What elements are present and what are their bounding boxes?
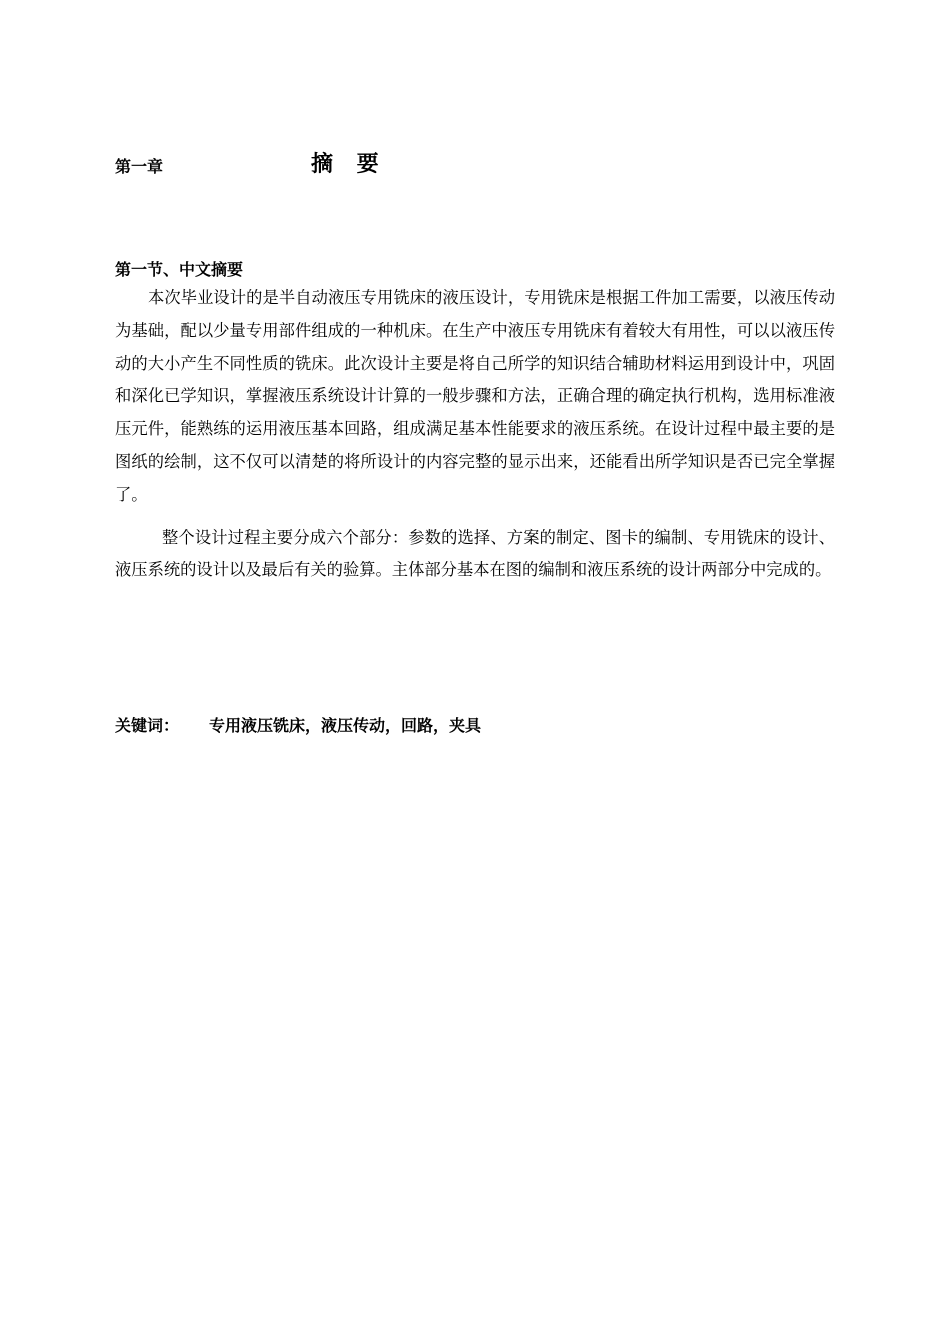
chapter-number: 第一章 <box>115 157 164 176</box>
abstract-paragraph: 整个设计过程主要分成六个部分：参数的选择、方案的制定、图卡的编制、专用铣床的设计、液压系统的设计以及最后有关的验算。主体部分基本在图的编制和液压系统的设计两部分中完成的。 <box>115 527 835 580</box>
keywords-line <box>115 714 481 738</box>
abstract-paragraph: 本次毕业设计的是半自动液压专用铣床的液压设计，专用铣床是根据工件加工需要，以液压传动为基础，配以少量专用部件组成的一种机床。在生产中液压专用铣床有着较大有用性，可以以液压传动的大小产生不同性质的铣床。此次设计主要是将自己所学的知识结合辅助材料运用到设计中，巩固和深化已学知识，掌握液压系统设计计算的一般步骤和方法，正确合理的确定执行机构，选用标准液压元件，能熟练的运用液压基本回路，组成满足基本性能要求的液压系统。在设计过程中最主要的是图纸的绘制，这不仅可以清楚的将所设计的内容完整的显示出来，还能看出所学知识是否已完全掌握了。 <box>115 288 835 504</box>
chapter-heading <box>115 150 835 182</box>
abstract-body <box>115 282 835 587</box>
keywords-value: 专用液压铣床，液压传动，回路，夹具 <box>209 716 482 735</box>
section-heading: 第一节、中文摘要 <box>115 260 244 279</box>
keywords-label: 关键词： <box>115 716 180 735</box>
chapter-title: 摘 要 <box>311 152 387 177</box>
